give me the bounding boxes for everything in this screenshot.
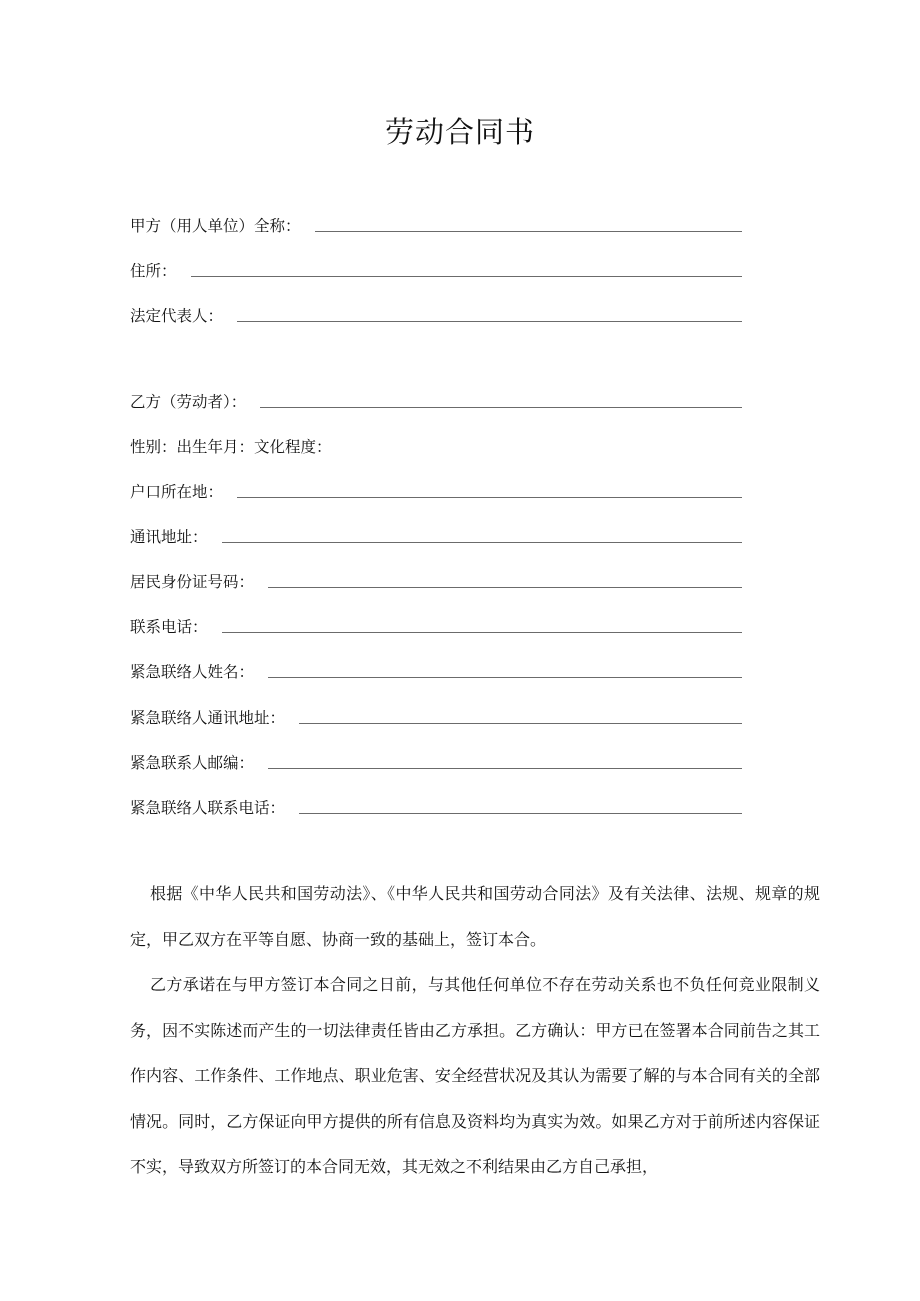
party-a-name-field[interactable] — [130, 212, 742, 236]
gender-birth-education-label: 性别：出生年月：文化程度： — [130, 438, 332, 456]
party-a-name-blank[interactable] — [315, 230, 742, 232]
party-b-name-label: 乙方（劳动者）： — [130, 393, 247, 411]
legal-representative-field[interactable] — [130, 302, 742, 326]
party-b-name-field[interactable] — [130, 388, 742, 412]
id-number-blank[interactable] — [268, 586, 742, 588]
emergency-contact-phone-blank[interactable] — [299, 812, 742, 814]
emergency-contact-postcode-field[interactable] — [130, 749, 742, 773]
emergency-contact-address-label: 紧急联络人通讯地址： — [130, 709, 286, 727]
document-title: 劳动合同书 — [384, 115, 535, 149]
emergency-contact-address-field[interactable] — [130, 704, 742, 728]
party-a-name-label: 甲方（用人单位）全称： — [130, 217, 301, 235]
legal-representative-label: 法定代表人： — [130, 307, 224, 325]
commitment-paragraph: 乙方承诺在与甲方签订本合同之日前，与其他任何单位不存在劳动关系也不负任何竞业限制义务，因不实陈述而产生的一切法律责任皆由乙方承担。乙方确认：甲方已在签署本合同前告之其工作内容、工作条件、工作地点、职业危害、安全经营状况及其认为需要了解的与本合同有关的全部情况。同时，乙方保证向甲方提供的所有信息及资料均为真实为效。如果乙方对于前所述内容保证不实，导致双方所签订的本合同无效，其无效之不利结果由乙方自己承担， — [130, 975, 820, 1176]
emergency-contact-phone-field[interactable] — [130, 794, 742, 818]
mailing-address-label: 通讯地址： — [130, 528, 208, 546]
id-number-field[interactable] — [130, 568, 742, 592]
emergency-contact-name-label: 紧急联络人姓名： — [130, 663, 255, 681]
phone-label: 联系电话： — [130, 618, 208, 636]
party-a-address-field[interactable] — [130, 257, 742, 281]
party-a-address-label: 住所： — [130, 262, 177, 280]
legal-representative-blank[interactable] — [237, 320, 742, 322]
party-a-address-blank[interactable] — [191, 275, 742, 277]
emergency-contact-name-field[interactable] — [130, 658, 742, 682]
emergency-contact-phone-label: 紧急联络人联系电话： — [130, 799, 286, 817]
household-registration-blank[interactable] — [237, 496, 742, 498]
household-registration-label: 户口所在地： — [130, 483, 224, 501]
mailing-address-field[interactable] — [130, 523, 742, 547]
party-b-name-blank[interactable] — [260, 406, 742, 408]
phone-field[interactable] — [130, 613, 742, 637]
emergency-contact-postcode-label: 紧急联系人邮编： — [130, 754, 255, 772]
gender-birth-education-field — [130, 433, 742, 457]
mailing-address-blank[interactable] — [222, 541, 742, 543]
id-number-label: 居民身份证号码： — [130, 573, 255, 591]
preamble-paragraph: 根据《中华人民共和国劳动法》、《中华人民共和国劳动合同法》及有关法律、法规、规章的规定，甲乙双方在平等自愿、协商一致的基础上，签订本合。 — [130, 884, 820, 949]
phone-blank[interactable] — [222, 631, 742, 633]
emergency-contact-address-blank[interactable] — [299, 722, 742, 724]
household-registration-field[interactable] — [130, 478, 742, 502]
emergency-contact-postcode-blank[interactable] — [268, 767, 742, 769]
emergency-contact-name-blank[interactable] — [268, 676, 742, 678]
